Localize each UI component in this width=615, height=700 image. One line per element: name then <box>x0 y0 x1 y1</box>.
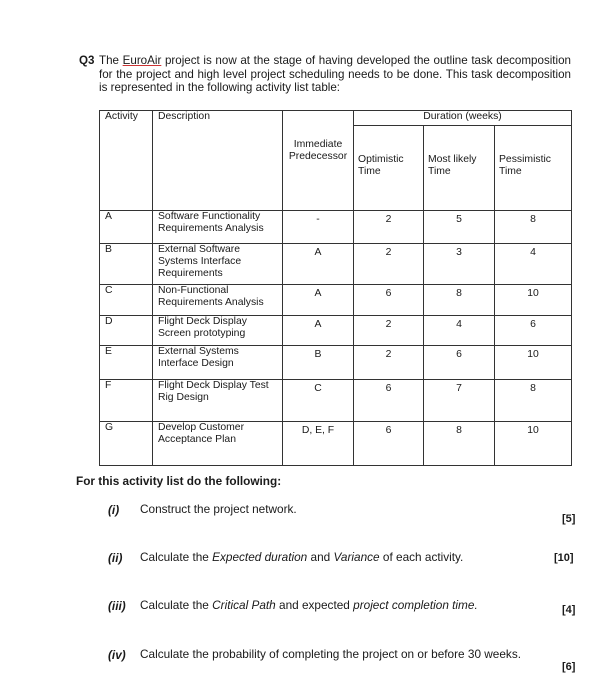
cell-optimistic: 6 <box>354 422 424 466</box>
cell-pessimistic: 10 <box>495 285 572 316</box>
cell-predecessor: C <box>283 380 354 422</box>
task-iv-number: (iv) <box>108 648 126 662</box>
cell-optimistic: 6 <box>354 285 424 316</box>
question-text <box>99 54 571 95</box>
cell-pessimistic: 8 <box>495 380 572 422</box>
cell-description: Software Functionality Requirements Analysis <box>153 211 283 244</box>
table-header-row <box>100 111 572 126</box>
cell-activity: A <box>100 211 153 244</box>
cell-predecessor: D, E, F <box>283 422 354 466</box>
cell-predecessor: - <box>283 211 354 244</box>
task-ii-text-c: of each activity. <box>379 550 464 564</box>
cell-description: Flight Deck Display Test Rig Design <box>153 380 283 422</box>
cell-most-likely: 8 <box>424 285 495 316</box>
cell-activity: E <box>100 346 153 380</box>
table-row <box>100 211 572 244</box>
cell-optimistic: 2 <box>354 244 424 285</box>
task-ii-text-b: and <box>307 550 334 564</box>
cell-most-likely: 3 <box>424 244 495 285</box>
cell-predecessor: A <box>283 285 354 316</box>
question-number: Q3 <box>79 54 95 67</box>
cell-description: External Systems Interface Design <box>153 346 283 380</box>
table-row <box>100 244 572 285</box>
task-iii-text-a: Calculate the <box>140 598 213 612</box>
task-ii-em1: Expected duration <box>212 550 308 564</box>
task-iii-text-b: and expected <box>275 598 354 612</box>
header-description: Description <box>153 111 283 211</box>
cell-most-likely: 8 <box>424 422 495 466</box>
cell-optimistic: 6 <box>354 380 424 422</box>
task-ii-em2: Variance <box>333 550 380 564</box>
cell-pessimistic: 10 <box>495 346 572 380</box>
cell-activity: C <box>100 285 153 316</box>
cell-most-likely: 5 <box>424 211 495 244</box>
task-ii-number: (ii) <box>108 551 123 565</box>
cell-activity: F <box>100 380 153 422</box>
header-most-likely: Most likely Time <box>424 126 495 211</box>
task-iii-text <box>140 593 550 617</box>
cell-pessimistic: 10 <box>495 422 572 466</box>
cell-pessimistic: 4 <box>495 244 572 285</box>
question-intro-b: project is now at the stage of having developed the outline task decomposition for the project and high level project scheduling needs to be done. This task decomposition is represented in the following activity list table: <box>99 54 572 95</box>
task-i-text: Construct the project network. <box>140 502 297 516</box>
header-predecessor: Immediate Predecessor <box>288 139 348 162</box>
task-iii-em2: project completion time. <box>353 598 478 612</box>
cell-optimistic: 2 <box>354 316 424 346</box>
task-iii-marks: [4] <box>562 604 576 616</box>
cell-most-likely: 4 <box>424 316 495 346</box>
cell-description: Develop Customer Acceptance Plan <box>153 422 283 466</box>
header-predecessor-top <box>283 111 354 211</box>
cell-pessimistic: 6 <box>495 316 572 346</box>
task-iv-marks: [6] <box>562 661 576 673</box>
cell-optimistic: 2 <box>354 211 424 244</box>
table-row <box>100 380 572 422</box>
cell-predecessor: B <box>283 346 354 380</box>
task-iii-em1: Critical Path <box>212 598 276 612</box>
cell-optimistic: 2 <box>354 346 424 380</box>
cell-description: External Software Systems Interface Requirements <box>153 244 283 285</box>
table-row <box>100 316 572 346</box>
question-intro-a: The <box>99 54 123 67</box>
task-ii-text-a: Calculate the <box>140 550 213 564</box>
task-i-number: (i) <box>108 503 120 517</box>
project-name: EuroAir <box>122 54 162 67</box>
task-iii-number: (iii) <box>108 599 126 613</box>
cell-description: Flight Deck Display Screen prototyping <box>153 316 283 346</box>
cell-activity: B <box>100 244 153 285</box>
cell-activity: D <box>100 316 153 346</box>
task-iv-text: Calculate the probability of completing the project on or before 30 weeks. <box>140 647 521 661</box>
header-duration-group: Duration (weeks) <box>354 111 572 126</box>
table-row <box>100 285 572 316</box>
cell-predecessor: A <box>283 244 354 285</box>
header-activity: Activity <box>100 111 153 211</box>
task-ii-marks: [10] <box>554 552 574 564</box>
cell-predecessor: A <box>283 316 354 346</box>
header-optimistic: Optimistic Time <box>354 126 424 211</box>
cell-description: Non-Functional Requirements Analysis <box>153 285 283 316</box>
table-row <box>100 422 572 466</box>
table-row <box>100 346 572 380</box>
activity-table <box>99 110 572 466</box>
task-i-marks: [5] <box>562 513 576 525</box>
cell-most-likely: 7 <box>424 380 495 422</box>
header-pessimistic: Pessimistic Time <box>495 126 572 211</box>
cell-activity: G <box>100 422 153 466</box>
cell-most-likely: 6 <box>424 346 495 380</box>
task-ii-text <box>140 545 550 569</box>
instructions-heading: For this activity list do the following: <box>76 474 282 488</box>
cell-pessimistic: 8 <box>495 211 572 244</box>
